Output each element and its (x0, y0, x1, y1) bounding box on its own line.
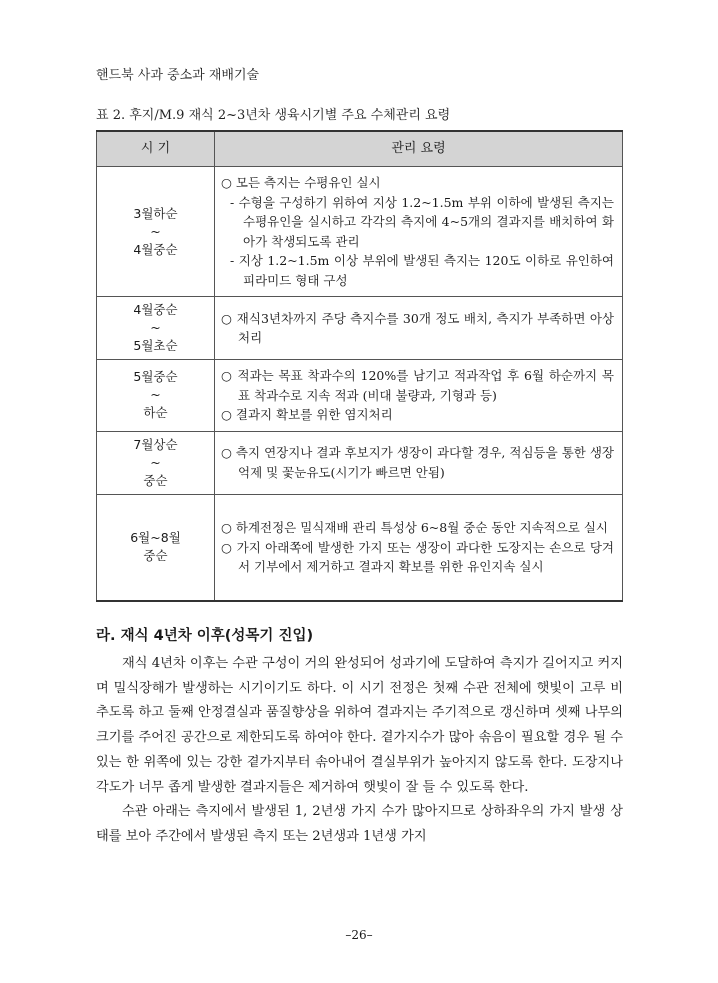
page-number: –26– (345, 928, 373, 942)
table-row (97, 167, 623, 297)
period-line: ~ (150, 454, 161, 470)
guide-cell (215, 167, 623, 297)
guide-cell (215, 494, 623, 601)
guide-item: ○ 모든 측지는 수평유인 실시 (221, 175, 381, 190)
table-row (97, 494, 623, 601)
section-body (96, 652, 623, 850)
guide-cell (215, 360, 623, 432)
period-line: 중순 (143, 548, 168, 564)
period-line: ~ (150, 320, 161, 335)
period-cell (97, 167, 215, 297)
section-heading: 라. 재식 4년차 이후(성목기 진입) (96, 628, 314, 644)
guide-cell (215, 431, 623, 494)
guide-item: ○ 측지 연장지나 결과 후보지가 생장이 과다할 경우, 적심등을 통한 생장억제 및 꽃눈유도(시기가 빠르면 안됨) (221, 445, 614, 480)
period-line: 3월하순 (133, 205, 178, 221)
guide-item: ○ 결과지 확보를 위한 염지처리 (221, 407, 393, 422)
period-line: ~ (150, 223, 161, 239)
guide-item: ○ 가지 아래쪽에 발생한 가지 또는 생장이 과다한 도장지는 손으로 당겨서 기부에서 제거하고 결과지 확보를 위한 유인지속 실시 (221, 539, 614, 574)
guide-item: - 수형을 구성하기 위하여 지상 1.2~1.5m 부위 이하에 발생된 측지는 수평유인을 실시하고 각각의 측지에 4~5개의 결과지를 배치하여 화아가 착생되도록 관리 (230, 194, 614, 249)
period-line: ~ (150, 387, 161, 403)
period-line: 5월중순 (133, 369, 178, 385)
guide-item: ○ 하계전정은 밀식재배 관리 특성상 6~8월 중순 동안 지속적으로 실시 (221, 520, 608, 535)
table-row (97, 297, 623, 360)
period-line: 4월중순 (133, 302, 178, 317)
guide-cell (215, 297, 623, 360)
guide-column-header: 관리 요령 (215, 131, 623, 167)
period-cell (97, 494, 215, 601)
guide-item: ○ 재식3년차까지 주당 측지수를 30개 정도 배치, 측지가 부족하면 아상처리 (221, 310, 614, 345)
period-line: 중순 (143, 472, 168, 488)
table-row (97, 431, 623, 494)
table-caption: 표 2. 후지/M.9 재식 2~3년차 생육시기별 주요 수체관리 요령 (96, 108, 451, 123)
period-cell (97, 297, 215, 360)
period-line: 하순 (143, 405, 168, 421)
page-header: 핸드북 사과 중소과 재배기술 (96, 68, 260, 83)
period-line: 6월~8월 (130, 530, 181, 546)
body-paragraph: 재식 4년차 이후는 수관 구성이 거의 완성되어 성과기에 도달하여 측지가 길어지고 커지며 밀식장해가 발생하는 시기이기도 하다. 이 시기 전정은 첫째 수관 전체에 햇빛이 고루 비추도록 하고 둘째 안정결실과 품질향상을 위하여 결과지는 주기적으로 갱신하며 셋째 나무의 크기를 주어진 공간으로 제한되도록 하여야 한다. 곁가지수가 많아 솎음이 필요할 경우 될 수 있는 한 위쪽에 있는 강한 곁가지부터 솎아내어 결실부위가 높아지지 않도록 한다. 도장지나 각도가 너무 좁게 발생한 결과지들은 제거하여 햇빛이 잘 들 수 있도록 한다. (96, 656, 623, 795)
period-cell (97, 360, 215, 432)
period-line: 7월상순 (133, 436, 178, 452)
body-paragraph: 수관 아래는 측지에서 발생된 1, 2년생 가지 수가 많아지므로 상하좌우의 가지 발생 상태를 보아 주간에서 발생된 측지 또는 2년생과 1년생 가지 (96, 804, 623, 844)
table-header-row (97, 131, 623, 167)
period-column-header: 시 기 (97, 131, 215, 167)
table-row (97, 360, 623, 432)
period-line: 4월중순 (133, 241, 178, 257)
management-table (96, 130, 623, 602)
guide-item: ○ 적과는 목표 착과수의 120%를 남기고 적과작업 후 6월 하순까지 목표 착과수로 지속 적과 (비대 불량과, 기형과 등) (221, 368, 614, 403)
period-line: 5월초순 (133, 338, 178, 353)
period-cell (97, 431, 215, 494)
guide-item: - 지상 1.2~1.5m 이상 부위에 발생된 측지는 120도 이하로 유인하여 피라미드 형태 구성 (230, 253, 614, 288)
